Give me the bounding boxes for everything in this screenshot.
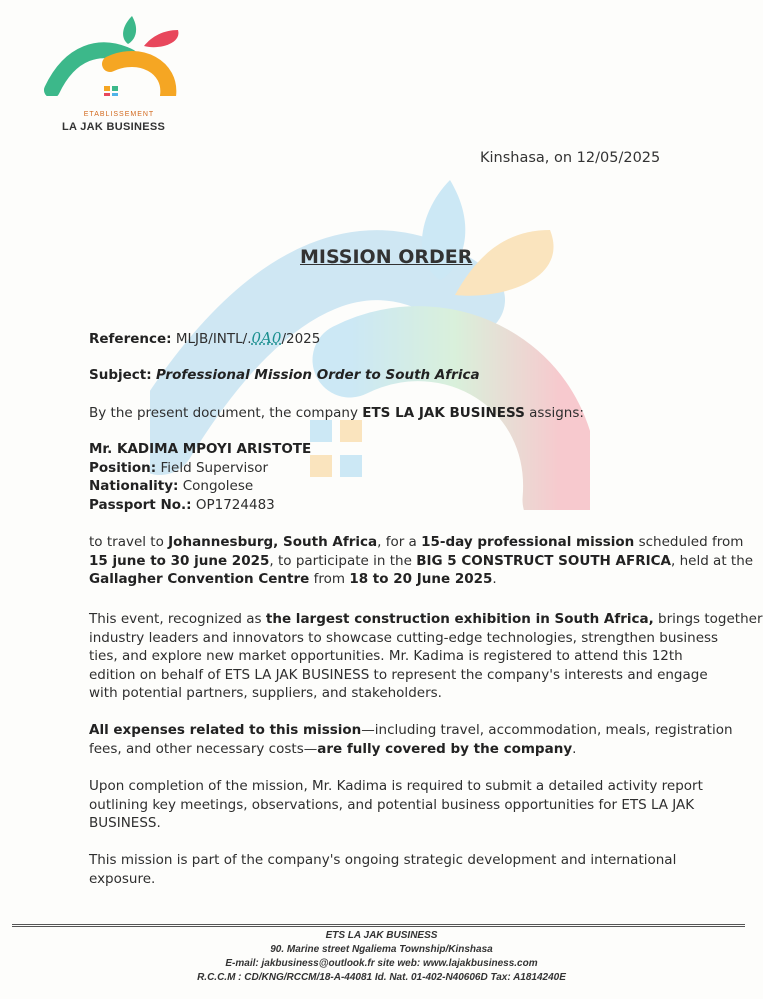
- footer-contact: E-mail: jakbusiness@outlook.fr site web: www.lajakbusiness.com: [225, 958, 538, 969]
- subject-text: Professional Mission Order to South Africa: [155, 367, 480, 383]
- footer-address: 90. Marine street Ngaliema Township/Kinshasa: [270, 944, 493, 955]
- paragraph-strategy: This mission is part of the company's ongoing strategic development and international exposure.: [89, 852, 677, 887]
- logo-name: LA JAK BUSINESS: [62, 121, 166, 133]
- intro-post: assigns:: [524, 405, 584, 421]
- document-title: MISSION ORDER: [300, 246, 473, 268]
- reference-line: [89, 329, 320, 349]
- intro-line: [89, 404, 584, 423]
- position-value: Field Supervisor: [160, 459, 269, 476]
- reference-number: 0A0: [251, 329, 282, 347]
- intro-company: ETS LA JAK BUSINESS: [362, 405, 525, 421]
- logo-subtitle: ETABLISSEMENT: [83, 111, 155, 118]
- place-date: Kinshasa, on 12/05/2025: [480, 150, 661, 166]
- person-name: Mr. KADIMA MPOYI ARISTOTE: [89, 441, 312, 457]
- position-label: Position:: [89, 459, 157, 476]
- paragraph-travel: to travel to Johannesburg, South Africa, for a 15-day professional mission scheduled from 15 june to 30 june 2025, to participate in the BIG 5 CONSTRUCT SOUTH AFRICA, held at the Gallagher Convention Centre from 18 to 20 June 2025.: [89, 534, 754, 587]
- footer-company: ETS LA JAK BUSINESS: [325, 930, 438, 941]
- footer-registration: R.C.C.M : CD/KNG/RCCM/18-A-44081 Id. Nat. 01-402-N40606D Tax: A1814240E: [197, 972, 566, 983]
- reference-prefix: MLJB/INTL/.: [175, 331, 252, 347]
- reference-suffix: /2025: [281, 331, 321, 347]
- passport-value: OP1724483: [195, 496, 275, 513]
- paragraph-event: This event, recognized as the largest construction exhibition in South Africa, brings together industry leaders and innovators to showcase cutting-edge technologies, strengthen business ties, and explore new market opportunities. Mr. Kadima is registered to attend this 12th edition on behalf of ETS LA JAK BUSINESS to represent the company's interests and engage with potential partners, suppliers, and stakeholders.: [89, 611, 763, 701]
- nationality-label: Nationality:: [89, 478, 179, 494]
- nationality-value: Congolese: [182, 478, 254, 494]
- subject-label: Subject:: [89, 367, 152, 383]
- subject-line: [89, 366, 480, 385]
- footer-divider: [12, 924, 745, 925]
- person-block: [89, 440, 311, 514]
- reference-label: Reference:: [89, 331, 172, 347]
- intro-pre: By the present document, the company: [89, 405, 363, 421]
- footer-divider-2: [12, 926, 745, 927]
- footer: [0, 929, 763, 985]
- passport-label: Passport No.:: [89, 496, 192, 513]
- paragraph-report: Upon completion of the mission, Mr. Kadima is required to submit a detailed activity report outlining key meetings, observations, and potential business opportunities for ETS LA JAK BUSINESS.: [89, 778, 703, 831]
- paragraph-expenses: All expenses related to this mission—including travel, accommodation, meals, registration fees, and other necessary costs—are fully covered by the company.: [89, 722, 733, 757]
- company-logo: [40, 12, 190, 96]
